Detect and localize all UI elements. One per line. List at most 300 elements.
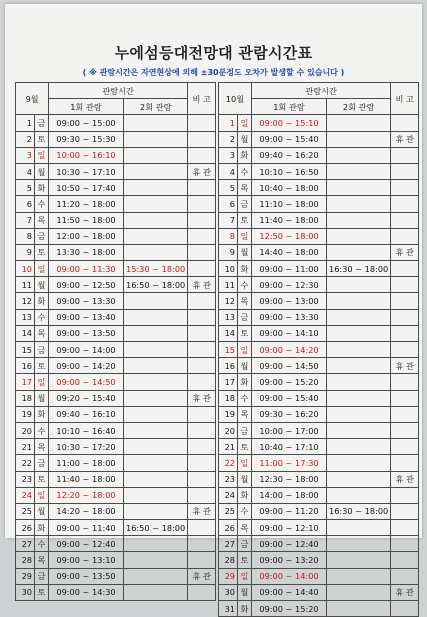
weekday: 일 xyxy=(238,228,252,244)
second-session-time: 15:30 ~ 18:00 xyxy=(124,261,188,277)
day-number: 5 xyxy=(16,180,35,196)
remarks-cell xyxy=(188,196,216,212)
weekday: 수 xyxy=(238,503,252,519)
day-number: 23 xyxy=(219,471,238,487)
weekday: 목 xyxy=(35,212,49,228)
weekday: 월 xyxy=(238,584,252,600)
first-session-header: 1회 관람 xyxy=(49,99,124,115)
second-session-time xyxy=(124,309,188,325)
remarks-cell xyxy=(391,406,419,422)
first-session-time: 09:00 ~ 13:40 xyxy=(49,309,124,325)
remarks-cell xyxy=(391,163,419,179)
first-session-time: 10:50 ~ 17:40 xyxy=(49,180,124,196)
remarks-cell xyxy=(188,342,216,358)
second-session-time xyxy=(124,487,188,503)
table-row xyxy=(16,455,216,471)
day-number: 2 xyxy=(219,131,238,147)
weekday: 화 xyxy=(238,261,252,277)
remarks-cell xyxy=(391,601,419,617)
day-number: 6 xyxy=(219,196,238,212)
second-session-time xyxy=(327,390,391,406)
remarks-cell xyxy=(188,358,216,374)
first-session-time: 09:00 ~ 13:20 xyxy=(252,552,327,568)
second-session-time xyxy=(124,228,188,244)
first-session-time: 09:30 ~ 15:30 xyxy=(49,131,124,147)
remarks-cell xyxy=(188,212,216,228)
day-number: 28 xyxy=(219,552,238,568)
second-session-header: 2회 관람 xyxy=(124,99,188,115)
table-row xyxy=(219,147,419,163)
schedule-sheet xyxy=(5,4,422,614)
second-session-time xyxy=(124,244,188,260)
table-row xyxy=(219,261,419,277)
weekday: 월 xyxy=(35,503,49,519)
remarks-cell xyxy=(391,374,419,390)
remarks-cell xyxy=(188,147,216,163)
remarks-cell xyxy=(391,325,419,341)
table-row xyxy=(16,325,216,341)
first-session-header: 1회 관람 xyxy=(252,99,327,115)
remarks-cell xyxy=(391,277,419,293)
second-session-time xyxy=(327,180,391,196)
table-row xyxy=(219,536,419,552)
second-session-time xyxy=(124,358,188,374)
day-number: 28 xyxy=(16,552,35,568)
first-session-time: 11:10 ~ 18:00 xyxy=(252,196,327,212)
first-session-time: 09:00 ~ 14:10 xyxy=(252,325,327,341)
time-header: 관람시간 xyxy=(252,83,391,99)
weekday: 토 xyxy=(35,358,49,374)
second-session-time xyxy=(327,342,391,358)
second-session-time xyxy=(327,212,391,228)
first-session-time: 11:00 ~ 18:00 xyxy=(49,455,124,471)
second-session-header: 2회 관람 xyxy=(327,99,391,115)
weekday: 목 xyxy=(238,520,252,536)
remarks-cell: 휴 관 xyxy=(391,471,419,487)
notice-text: ( ※ 관람시간은 자연현상에 의해 ±30분정도 오차가 발생할 수 있습니다 ) xyxy=(82,68,345,77)
weekday: 금 xyxy=(238,422,252,438)
remarks-cell xyxy=(391,293,419,309)
second-session-time xyxy=(327,520,391,536)
first-session-time: 09:00 ~ 12:10 xyxy=(252,520,327,536)
first-session-time: 09:00 ~ 12:30 xyxy=(252,277,327,293)
table-row xyxy=(16,584,216,600)
second-session-time xyxy=(124,196,188,212)
day-number: 24 xyxy=(219,487,238,503)
first-session-time: 09:00 ~ 13:10 xyxy=(49,552,124,568)
first-session-time: 09:30 ~ 16:20 xyxy=(252,406,327,422)
remarks-cell: 휴 관 xyxy=(188,503,216,519)
table-row xyxy=(16,342,216,358)
weekday: 월 xyxy=(238,471,252,487)
weekday: 목 xyxy=(238,406,252,422)
first-session-time: 10:30 ~ 17:20 xyxy=(49,439,124,455)
day-number: 26 xyxy=(16,520,35,536)
table-row xyxy=(16,147,216,163)
first-session-time: 10:00 ~ 16:10 xyxy=(49,147,124,163)
remarks-cell: 휴 관 xyxy=(391,584,419,600)
day-number: 21 xyxy=(16,439,35,455)
day-number: 1 xyxy=(219,115,238,131)
second-session-time: 16:50 ~ 18:00 xyxy=(124,277,188,293)
day-number: 27 xyxy=(16,536,35,552)
weekday: 일 xyxy=(35,374,49,390)
day-number: 31 xyxy=(219,601,238,617)
day-number: 20 xyxy=(219,422,238,438)
remarks-cell xyxy=(391,147,419,163)
day-number: 25 xyxy=(219,503,238,519)
day-number: 3 xyxy=(219,147,238,163)
day-number: 4 xyxy=(219,163,238,179)
day-number: 30 xyxy=(219,584,238,600)
table-row xyxy=(16,536,216,552)
first-session-time: 09:00 ~ 13:50 xyxy=(49,568,124,584)
first-session-time: 09:00 ~ 12:50 xyxy=(49,277,124,293)
day-number: 18 xyxy=(219,390,238,406)
second-session-time xyxy=(124,293,188,309)
day-number: 11 xyxy=(219,277,238,293)
day-number: 7 xyxy=(16,212,35,228)
remarks-cell xyxy=(188,439,216,455)
table-row xyxy=(219,228,419,244)
first-session-time: 09:00 ~ 14:00 xyxy=(252,568,327,584)
second-session-time xyxy=(327,131,391,147)
first-session-time: 09:00 ~ 14:40 xyxy=(252,584,327,600)
remarks-cell xyxy=(188,536,216,552)
second-session-time xyxy=(124,422,188,438)
remarks-header: 비 고 xyxy=(188,83,216,115)
remarks-cell xyxy=(391,422,419,438)
weekday: 월 xyxy=(35,277,49,293)
table-row xyxy=(16,552,216,568)
day-number: 17 xyxy=(16,374,35,390)
weekday: 화 xyxy=(238,487,252,503)
weekday: 화 xyxy=(238,601,252,617)
weekday: 토 xyxy=(35,131,49,147)
table-row xyxy=(16,422,216,438)
weekday: 토 xyxy=(238,552,252,568)
remarks-cell xyxy=(188,455,216,471)
remarks-cell xyxy=(391,212,419,228)
remarks-cell xyxy=(188,520,216,536)
remarks-cell xyxy=(391,261,419,277)
second-session-time xyxy=(327,455,391,471)
second-session-time xyxy=(327,358,391,374)
first-session-time: 10:10 ~ 16:40 xyxy=(49,422,124,438)
table-row xyxy=(219,552,419,568)
second-session-time xyxy=(327,471,391,487)
remarks-header: 비 고 xyxy=(391,83,419,115)
weekday: 금 xyxy=(238,309,252,325)
second-session-time xyxy=(124,406,188,422)
weekday: 화 xyxy=(35,406,49,422)
weekday: 수 xyxy=(238,390,252,406)
time-header: 관람시간 xyxy=(49,83,188,99)
month-label: 10월 xyxy=(219,83,252,115)
remarks-cell xyxy=(391,455,419,471)
day-number: 9 xyxy=(219,244,238,260)
second-session-time xyxy=(327,374,391,390)
remarks-cell xyxy=(391,390,419,406)
second-session-time xyxy=(327,552,391,568)
day-number: 6 xyxy=(16,196,35,212)
table-row xyxy=(219,568,419,584)
weekday: 토 xyxy=(35,244,49,260)
day-number: 19 xyxy=(16,406,35,422)
second-session-time xyxy=(124,131,188,147)
table-row xyxy=(219,180,419,196)
table-row xyxy=(219,601,419,617)
day-number: 1 xyxy=(16,115,35,131)
first-session-time: 13:30 ~ 18:00 xyxy=(49,244,124,260)
day-number: 13 xyxy=(16,309,35,325)
table-row xyxy=(219,131,419,147)
weekday: 일 xyxy=(35,487,49,503)
first-session-time: 11:50 ~ 18:00 xyxy=(49,212,124,228)
remarks-cell xyxy=(391,520,419,536)
second-session-time: 16:50 ~ 18:00 xyxy=(124,520,188,536)
table-row xyxy=(16,406,216,422)
remarks-cell: 휴 관 xyxy=(188,163,216,179)
table-row xyxy=(16,277,216,293)
day-number: 10 xyxy=(16,261,35,277)
first-session-time: 10:40 ~ 18:00 xyxy=(252,180,327,196)
day-number: 20 xyxy=(16,422,35,438)
table-row xyxy=(219,503,419,519)
table-row xyxy=(16,228,216,244)
first-session-time: 09:00 ~ 15:40 xyxy=(252,131,327,147)
weekday: 월 xyxy=(238,358,252,374)
weekday: 수 xyxy=(35,422,49,438)
second-session-time xyxy=(124,212,188,228)
first-session-time: 10:40 ~ 17:10 xyxy=(252,439,327,455)
second-session-time xyxy=(124,536,188,552)
table-row xyxy=(219,309,419,325)
day-number: 14 xyxy=(219,325,238,341)
second-session-time xyxy=(327,147,391,163)
table-row xyxy=(16,309,216,325)
weekday: 화 xyxy=(238,374,252,390)
first-session-time: 12:00 ~ 18:00 xyxy=(49,228,124,244)
first-session-time: 09:00 ~ 11:20 xyxy=(252,503,327,519)
weekday: 화 xyxy=(238,147,252,163)
weekday: 일 xyxy=(238,455,252,471)
first-session-time: 09:00 ~ 15:20 xyxy=(252,374,327,390)
day-number: 21 xyxy=(219,439,238,455)
second-session-time xyxy=(124,455,188,471)
remarks-cell xyxy=(391,552,419,568)
day-number: 9 xyxy=(16,244,35,260)
second-session-time xyxy=(327,568,391,584)
remarks-cell xyxy=(391,115,419,131)
second-session-time xyxy=(327,601,391,617)
table-row xyxy=(219,196,419,212)
october-table xyxy=(218,82,419,617)
table-row xyxy=(16,244,216,260)
first-session-time: 12:20 ~ 18:00 xyxy=(49,487,124,503)
remarks-cell: 휴 관 xyxy=(188,277,216,293)
table-row xyxy=(219,471,419,487)
first-session-time: 14:00 ~ 18:00 xyxy=(252,487,327,503)
weekday: 일 xyxy=(35,261,49,277)
table-row xyxy=(16,163,216,179)
first-session-time: 14:40 ~ 18:00 xyxy=(252,244,327,260)
table-row xyxy=(219,584,419,600)
second-session-time xyxy=(327,277,391,293)
remarks-cell xyxy=(188,244,216,260)
remarks-cell xyxy=(391,568,419,584)
second-session-time xyxy=(124,147,188,163)
first-session-time: 09:00 ~ 15:10 xyxy=(252,115,327,131)
weekday: 토 xyxy=(238,325,252,341)
table-row xyxy=(219,455,419,471)
remarks-cell xyxy=(391,487,419,503)
weekday: 수 xyxy=(35,196,49,212)
first-session-time: 09:20 ~ 15:40 xyxy=(49,390,124,406)
first-session-time: 09:00 ~ 15:00 xyxy=(49,115,124,131)
first-session-time: 09:00 ~ 11:30 xyxy=(49,261,124,277)
day-number: 4 xyxy=(16,163,35,179)
weekday: 목 xyxy=(35,552,49,568)
second-session-time xyxy=(124,390,188,406)
day-number: 10 xyxy=(219,261,238,277)
table-row xyxy=(219,325,419,341)
remarks-cell xyxy=(188,471,216,487)
first-session-time: 14:20 ~ 18:00 xyxy=(49,503,124,519)
table-row xyxy=(219,293,419,309)
day-number: 16 xyxy=(16,358,35,374)
september-table xyxy=(15,82,216,601)
remarks-cell xyxy=(188,325,216,341)
first-session-time: 09:00 ~ 14:50 xyxy=(49,374,124,390)
weekday: 토 xyxy=(35,584,49,600)
day-number: 22 xyxy=(16,455,35,471)
first-session-time: 09:00 ~ 12:40 xyxy=(49,536,124,552)
remarks-cell xyxy=(391,228,419,244)
day-number: 14 xyxy=(16,325,35,341)
remarks-cell xyxy=(188,374,216,390)
first-session-time: 09:00 ~ 13:30 xyxy=(252,309,327,325)
second-session-time xyxy=(327,293,391,309)
day-number: 27 xyxy=(219,536,238,552)
day-number: 23 xyxy=(16,471,35,487)
first-session-time: 09:40 ~ 16:10 xyxy=(49,406,124,422)
table-row xyxy=(16,196,216,212)
day-number: 25 xyxy=(16,503,35,519)
table-row xyxy=(219,163,419,179)
first-session-time: 09:00 ~ 15:20 xyxy=(252,601,327,617)
first-session-time: 12:50 ~ 18:00 xyxy=(252,228,327,244)
remarks-cell xyxy=(188,487,216,503)
day-number: 30 xyxy=(16,584,35,600)
remarks-cell: 휴 관 xyxy=(391,358,419,374)
second-session-time xyxy=(327,584,391,600)
second-session-time xyxy=(327,325,391,341)
table-row xyxy=(16,439,216,455)
weekday: 수 xyxy=(35,309,49,325)
second-session-time xyxy=(327,196,391,212)
first-session-time: 09:00 ~ 14:30 xyxy=(49,584,124,600)
second-session-time xyxy=(124,325,188,341)
day-number: 29 xyxy=(219,568,238,584)
weekday: 목 xyxy=(35,439,49,455)
weekday: 월 xyxy=(35,163,49,179)
table-row xyxy=(16,568,216,584)
day-number: 15 xyxy=(16,342,35,358)
day-number: 24 xyxy=(16,487,35,503)
weekday: 금 xyxy=(238,196,252,212)
first-session-time: 09:00 ~ 14:20 xyxy=(49,358,124,374)
table-row xyxy=(16,487,216,503)
second-session-time xyxy=(124,439,188,455)
weekday: 일 xyxy=(238,342,252,358)
table-row xyxy=(219,406,419,422)
remarks-cell xyxy=(188,293,216,309)
first-session-time: 10:30 ~ 17:10 xyxy=(49,163,124,179)
second-session-time: 16:30 ~ 18:00 xyxy=(327,261,391,277)
second-session-time xyxy=(327,406,391,422)
remarks-cell xyxy=(188,422,216,438)
first-session-time: 11:40 ~ 18:00 xyxy=(252,212,327,228)
weekday: 금 xyxy=(35,568,49,584)
day-number: 5 xyxy=(219,180,238,196)
table-row xyxy=(16,390,216,406)
weekday: 토 xyxy=(238,212,252,228)
remarks-cell xyxy=(391,503,419,519)
remarks-cell xyxy=(391,196,419,212)
table-row xyxy=(219,390,419,406)
table-row xyxy=(16,374,216,390)
weekday: 목 xyxy=(238,180,252,196)
month-label: 9월 xyxy=(16,83,49,115)
first-session-time: 09:00 ~ 13:00 xyxy=(252,293,327,309)
table-row xyxy=(219,439,419,455)
second-session-time xyxy=(124,374,188,390)
second-session-time xyxy=(124,163,188,179)
second-session-time xyxy=(124,584,188,600)
remarks-cell: 휴 관 xyxy=(391,131,419,147)
weekday: 월 xyxy=(238,131,252,147)
weekday: 금 xyxy=(238,536,252,552)
table-row xyxy=(16,115,216,131)
weekday: 월 xyxy=(238,244,252,260)
second-session-time xyxy=(124,180,188,196)
table-row xyxy=(16,131,216,147)
day-number: 8 xyxy=(16,228,35,244)
first-session-time: 09:00 ~ 12:40 xyxy=(252,536,327,552)
first-session-time: 09:00 ~ 11:00 xyxy=(252,261,327,277)
weekday: 수 xyxy=(238,163,252,179)
table-row xyxy=(219,358,419,374)
second-session-time xyxy=(124,342,188,358)
second-session-time xyxy=(124,115,188,131)
day-number: 12 xyxy=(16,293,35,309)
remarks-cell xyxy=(391,536,419,552)
second-session-time xyxy=(327,115,391,131)
first-session-time: 09:00 ~ 13:30 xyxy=(49,293,124,309)
table-row xyxy=(219,422,419,438)
first-session-time: 12:30 ~ 18:00 xyxy=(252,471,327,487)
day-number: 11 xyxy=(16,277,35,293)
remarks-cell xyxy=(188,131,216,147)
second-session-time xyxy=(327,439,391,455)
first-session-time: 10:00 ~ 17:00 xyxy=(252,422,327,438)
second-session-time xyxy=(124,568,188,584)
day-number: 16 xyxy=(219,358,238,374)
weekday: 일 xyxy=(238,568,252,584)
remarks-cell xyxy=(391,180,419,196)
remarks-cell xyxy=(188,261,216,277)
